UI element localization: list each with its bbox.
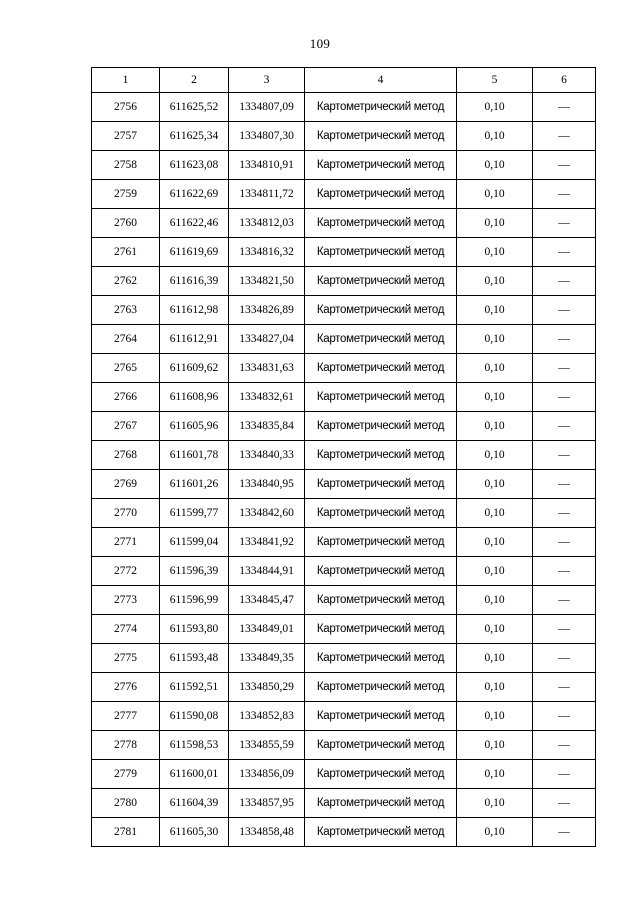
column-header: 6 [533, 68, 596, 93]
y-coordinate-cell: 1334826,89 [229, 296, 305, 325]
table-row [92, 383, 596, 412]
x-coordinate-cell: 611625,52 [160, 93, 229, 122]
table-row [92, 586, 596, 615]
note-cell: — [533, 702, 596, 731]
note-cell: — [533, 499, 596, 528]
point-number-cell: 2757 [92, 122, 160, 151]
accuracy-cell: 0,10 [457, 441, 533, 470]
table-header-row [92, 68, 596, 93]
method-cell: Картометрический метод [305, 209, 457, 238]
method-cell: Картометрический метод [305, 615, 457, 644]
accuracy-cell: 0,10 [457, 238, 533, 267]
point-number-cell: 2762 [92, 267, 160, 296]
accuracy-cell: 0,10 [457, 180, 533, 209]
point-number-cell: 2771 [92, 528, 160, 557]
x-coordinate-cell: 611592,51 [160, 673, 229, 702]
method-cell: Картометрический метод [305, 644, 457, 673]
method-cell: Картометрический метод [305, 586, 457, 615]
y-coordinate-cell: 1334857,95 [229, 789, 305, 818]
method-cell: Картометрический метод [305, 93, 457, 122]
y-coordinate-cell: 1334858,48 [229, 818, 305, 847]
note-cell: — [533, 470, 596, 499]
x-coordinate-cell: 611622,46 [160, 209, 229, 238]
table-row [92, 557, 596, 586]
table-row [92, 122, 596, 151]
method-cell: Картометрический метод [305, 760, 457, 789]
method-cell: Картометрический метод [305, 702, 457, 731]
note-cell: — [533, 180, 596, 209]
column-header: 2 [160, 68, 229, 93]
accuracy-cell: 0,10 [457, 412, 533, 441]
note-cell: — [533, 325, 596, 354]
x-coordinate-cell: 611604,39 [160, 789, 229, 818]
x-coordinate-cell: 611601,26 [160, 470, 229, 499]
table-row [92, 615, 596, 644]
note-cell: — [533, 557, 596, 586]
method-cell: Картометрический метод [305, 180, 457, 209]
point-number-cell: 2773 [92, 586, 160, 615]
accuracy-cell: 0,10 [457, 93, 533, 122]
method-cell: Картометрический метод [305, 673, 457, 702]
x-coordinate-cell: 611609,62 [160, 354, 229, 383]
point-number-cell: 2779 [92, 760, 160, 789]
method-cell: Картометрический метод [305, 470, 457, 499]
point-number-cell: 2763 [92, 296, 160, 325]
y-coordinate-cell: 1334845,47 [229, 586, 305, 615]
x-coordinate-cell: 611619,69 [160, 238, 229, 267]
point-number-cell: 2764 [92, 325, 160, 354]
y-coordinate-cell: 1334840,95 [229, 470, 305, 499]
x-coordinate-cell: 611608,96 [160, 383, 229, 412]
point-number-cell: 2772 [92, 557, 160, 586]
y-coordinate-cell: 1334850,29 [229, 673, 305, 702]
point-number-cell: 2768 [92, 441, 160, 470]
x-coordinate-cell: 611616,39 [160, 267, 229, 296]
note-cell: — [533, 615, 596, 644]
x-coordinate-cell: 611599,04 [160, 528, 229, 557]
y-coordinate-cell: 1334816,32 [229, 238, 305, 267]
accuracy-cell: 0,10 [457, 499, 533, 528]
method-cell: Картометрический метод [305, 499, 457, 528]
accuracy-cell: 0,10 [457, 354, 533, 383]
accuracy-cell: 0,10 [457, 615, 533, 644]
method-cell: Картометрический метод [305, 731, 457, 760]
point-number-cell: 2769 [92, 470, 160, 499]
accuracy-cell: 0,10 [457, 325, 533, 354]
note-cell: — [533, 818, 596, 847]
accuracy-cell: 0,10 [457, 151, 533, 180]
y-coordinate-cell: 1334849,35 [229, 644, 305, 673]
y-coordinate-cell: 1334832,61 [229, 383, 305, 412]
note-cell: — [533, 209, 596, 238]
note-cell: — [533, 267, 596, 296]
y-coordinate-cell: 1334855,59 [229, 731, 305, 760]
note-cell: — [533, 238, 596, 267]
y-coordinate-cell: 1334807,30 [229, 122, 305, 151]
coordinates-table [91, 67, 596, 847]
x-coordinate-cell: 611593,48 [160, 644, 229, 673]
table-row [92, 644, 596, 673]
table-row [92, 789, 596, 818]
y-coordinate-cell: 1334811,72 [229, 180, 305, 209]
note-cell: — [533, 383, 596, 412]
column-header: 5 [457, 68, 533, 93]
method-cell: Картометрический метод [305, 122, 457, 151]
column-header: 3 [229, 68, 305, 93]
point-number-cell: 2774 [92, 615, 160, 644]
y-coordinate-cell: 1334849,01 [229, 615, 305, 644]
note-cell: — [533, 354, 596, 383]
y-coordinate-cell: 1334810,91 [229, 151, 305, 180]
note-cell: — [533, 644, 596, 673]
method-cell: Картометрический метод [305, 354, 457, 383]
table-row [92, 499, 596, 528]
x-coordinate-cell: 611623,08 [160, 151, 229, 180]
accuracy-cell: 0,10 [457, 789, 533, 818]
point-number-cell: 2756 [92, 93, 160, 122]
accuracy-cell: 0,10 [457, 528, 533, 557]
accuracy-cell: 0,10 [457, 122, 533, 151]
accuracy-cell: 0,10 [457, 644, 533, 673]
method-cell: Картометрический метод [305, 789, 457, 818]
point-number-cell: 2765 [92, 354, 160, 383]
x-coordinate-cell: 611601,78 [160, 441, 229, 470]
accuracy-cell: 0,10 [457, 586, 533, 615]
x-coordinate-cell: 611598,53 [160, 731, 229, 760]
note-cell: — [533, 586, 596, 615]
table-row [92, 818, 596, 847]
x-coordinate-cell: 611605,96 [160, 412, 229, 441]
method-cell: Картометрический метод [305, 267, 457, 296]
y-coordinate-cell: 1334835,84 [229, 412, 305, 441]
table-row [92, 238, 596, 267]
y-coordinate-cell: 1334812,03 [229, 209, 305, 238]
accuracy-cell: 0,10 [457, 702, 533, 731]
page-number: 109 [309, 36, 331, 51]
point-number-cell: 2776 [92, 673, 160, 702]
method-cell: Картометрический метод [305, 412, 457, 441]
point-number-cell: 2775 [92, 644, 160, 673]
y-coordinate-cell: 1334807,09 [229, 93, 305, 122]
note-cell: — [533, 731, 596, 760]
x-coordinate-cell: 611596,39 [160, 557, 229, 586]
y-coordinate-cell: 1334821,50 [229, 267, 305, 296]
accuracy-cell: 0,10 [457, 760, 533, 789]
point-number-cell: 2758 [92, 151, 160, 180]
table-row [92, 441, 596, 470]
note-cell: — [533, 93, 596, 122]
note-cell: — [533, 412, 596, 441]
x-coordinate-cell: 611593,80 [160, 615, 229, 644]
method-cell: Картометрический метод [305, 296, 457, 325]
x-coordinate-cell: 611612,91 [160, 325, 229, 354]
method-cell: Картометрический метод [305, 557, 457, 586]
accuracy-cell: 0,10 [457, 209, 533, 238]
x-coordinate-cell: 611590,08 [160, 702, 229, 731]
method-cell: Картометрический метод [305, 238, 457, 267]
method-cell: Картометрический метод [305, 441, 457, 470]
note-cell: — [533, 296, 596, 325]
accuracy-cell: 0,10 [457, 470, 533, 499]
column-header: 4 [305, 68, 457, 93]
point-number-cell: 2761 [92, 238, 160, 267]
table-row [92, 151, 596, 180]
x-coordinate-cell: 611600,01 [160, 760, 229, 789]
point-number-cell: 2766 [92, 383, 160, 412]
table-row [92, 702, 596, 731]
accuracy-cell: 0,10 [457, 267, 533, 296]
x-coordinate-cell: 611596,99 [160, 586, 229, 615]
note-cell: — [533, 673, 596, 702]
note-cell: — [533, 151, 596, 180]
table-row [92, 760, 596, 789]
point-number-cell: 2760 [92, 209, 160, 238]
table-row [92, 180, 596, 209]
point-number-cell: 2780 [92, 789, 160, 818]
x-coordinate-cell: 611625,34 [160, 122, 229, 151]
accuracy-cell: 0,10 [457, 383, 533, 412]
point-number-cell: 2777 [92, 702, 160, 731]
note-cell: — [533, 760, 596, 789]
table-row [92, 528, 596, 557]
method-cell: Картометрический метод [305, 383, 457, 412]
table-row [92, 673, 596, 702]
x-coordinate-cell: 611612,98 [160, 296, 229, 325]
note-cell: — [533, 528, 596, 557]
y-coordinate-cell: 1334827,04 [229, 325, 305, 354]
point-number-cell: 2759 [92, 180, 160, 209]
y-coordinate-cell: 1334842,60 [229, 499, 305, 528]
method-cell: Картометрический метод [305, 528, 457, 557]
point-number-cell: 2770 [92, 499, 160, 528]
y-coordinate-cell: 1334844,91 [229, 557, 305, 586]
note-cell: — [533, 122, 596, 151]
y-coordinate-cell: 1334841,92 [229, 528, 305, 557]
table-row [92, 93, 596, 122]
note-cell: — [533, 441, 596, 470]
point-number-cell: 2781 [92, 818, 160, 847]
method-cell: Картометрический метод [305, 818, 457, 847]
x-coordinate-cell: 611599,77 [160, 499, 229, 528]
accuracy-cell: 0,10 [457, 557, 533, 586]
method-cell: Картометрический метод [305, 325, 457, 354]
accuracy-cell: 0,10 [457, 818, 533, 847]
table-row [92, 209, 596, 238]
column-header: 1 [92, 68, 160, 93]
table-row [92, 267, 596, 296]
method-cell: Картометрический метод [305, 151, 457, 180]
y-coordinate-cell: 1334852,83 [229, 702, 305, 731]
point-number-cell: 2767 [92, 412, 160, 441]
table-body [92, 93, 596, 847]
y-coordinate-cell: 1334831,63 [229, 354, 305, 383]
y-coordinate-cell: 1334840,33 [229, 441, 305, 470]
note-cell: — [533, 789, 596, 818]
table-row [92, 731, 596, 760]
table-row [92, 296, 596, 325]
x-coordinate-cell: 611622,69 [160, 180, 229, 209]
table-row [92, 470, 596, 499]
accuracy-cell: 0,10 [457, 673, 533, 702]
accuracy-cell: 0,10 [457, 296, 533, 325]
table-row [92, 354, 596, 383]
x-coordinate-cell: 611605,30 [160, 818, 229, 847]
table-row [92, 412, 596, 441]
point-number-cell: 2778 [92, 731, 160, 760]
accuracy-cell: 0,10 [457, 731, 533, 760]
y-coordinate-cell: 1334856,09 [229, 760, 305, 789]
table-row [92, 325, 596, 354]
